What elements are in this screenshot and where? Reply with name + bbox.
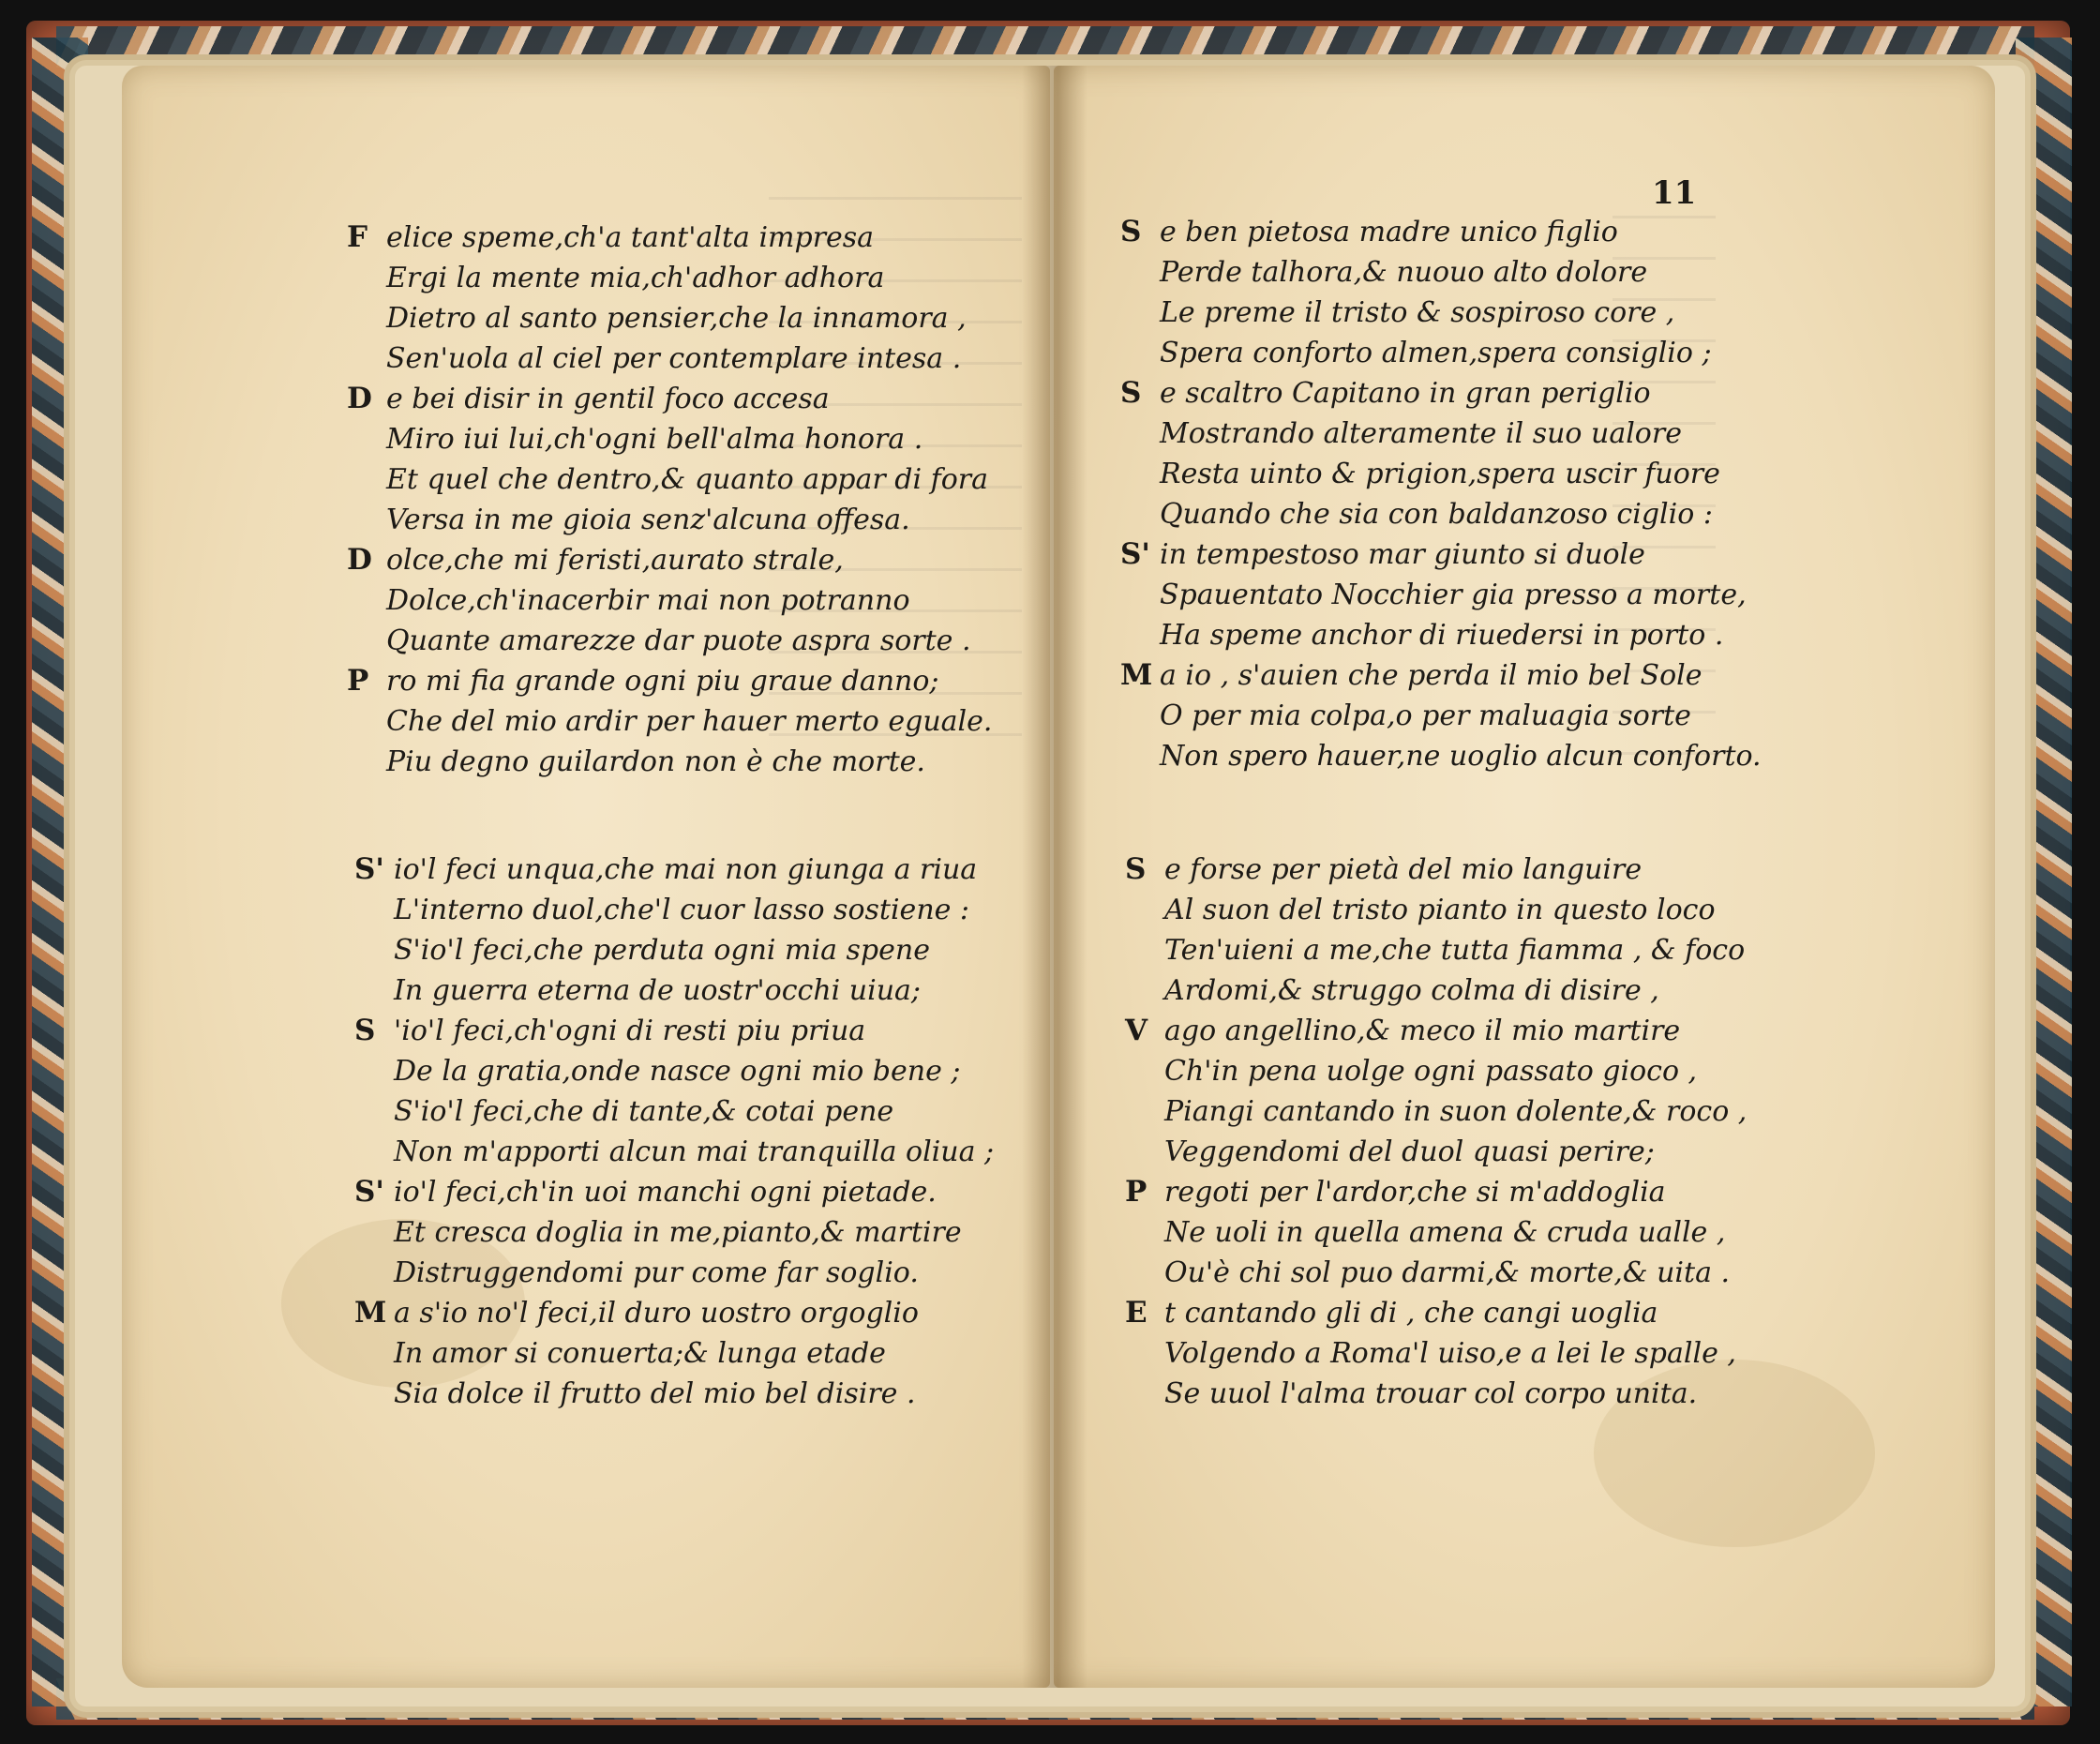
verse-line bbox=[354, 1011, 994, 1051]
verse-line bbox=[1125, 890, 1747, 930]
verse-text: elice speme,ch'a tant'alta impresa bbox=[386, 221, 875, 254]
verse-text: Le preme il tristo & sospiroso core , bbox=[1160, 296, 1675, 329]
verse-text: Che del mio ardir per hauer merto eguale. bbox=[386, 705, 993, 738]
verse-text: Distruggendomi pur come far soglio. bbox=[394, 1256, 919, 1289]
initial-letter: V bbox=[1125, 1014, 1148, 1047]
page-number: 11 bbox=[1652, 174, 1697, 212]
verse-text: Quando che sia con baldanzoso ciglio : bbox=[1160, 498, 1713, 531]
verse-line bbox=[1125, 1293, 1747, 1333]
initial-letter: S bbox=[1120, 376, 1142, 410]
verse-text: Ten'uieni a me,che tutta fiamma , & foco bbox=[1164, 934, 1746, 967]
initial-letter: F bbox=[347, 220, 368, 254]
verse-line bbox=[1125, 1212, 1747, 1253]
verse-line bbox=[354, 970, 994, 1011]
verse-text: Resta uinto & prigion,spera uscir fuore bbox=[1160, 458, 1720, 490]
book-gutter bbox=[1022, 66, 1088, 1688]
initial-letter: S bbox=[1120, 215, 1142, 248]
verse-line bbox=[354, 1293, 994, 1333]
verse-text: In amor si conuerta;& lunga etade bbox=[394, 1337, 886, 1370]
verse-text: De la gratia,onde nasce ogni mio bene ; bbox=[394, 1055, 961, 1088]
verse-text: Ha speme anchor di riuedersi in porto . bbox=[1160, 619, 1724, 652]
verse-line bbox=[354, 1253, 994, 1293]
verse-text: Se uuol l'alma trouar col corpo unita. bbox=[1164, 1377, 1698, 1410]
verse-text: Piu degno guilardon non è che morte. bbox=[386, 745, 925, 778]
initial-letter: D bbox=[347, 382, 372, 415]
verse-line bbox=[347, 621, 992, 661]
verse-text: Mostrando alteramente il suo ualore bbox=[1160, 417, 1682, 450]
verse-text: Dolce,ch'inacerbir mai non potranno bbox=[386, 584, 910, 617]
verse-text: Volgendo a Roma'l uiso,e a lei le spalle , bbox=[1164, 1337, 1736, 1370]
verse-line bbox=[354, 1132, 994, 1172]
verse-line bbox=[1120, 696, 1762, 736]
initial-letter: S' bbox=[354, 1175, 384, 1209]
verse-line bbox=[1125, 849, 1747, 890]
verse-text: e scaltro Capitano in gran periglio bbox=[1160, 377, 1651, 410]
verse-line bbox=[1120, 655, 1762, 696]
verse-line bbox=[1125, 1253, 1747, 1293]
verse-line bbox=[347, 419, 992, 459]
verse-line bbox=[1125, 1051, 1747, 1091]
initial-letter: P bbox=[347, 664, 369, 698]
verse-text: e bei disir in gentil foco accesa bbox=[386, 383, 830, 415]
initial-letter: S' bbox=[1120, 537, 1150, 571]
verse-line bbox=[354, 1172, 994, 1212]
verse-line bbox=[354, 930, 994, 970]
verse-line bbox=[1120, 454, 1762, 494]
verse-text: Dietro al santo pensier,che la innamora , bbox=[386, 302, 967, 335]
verse-text: Et quel che dentro,& quanto appar di fora bbox=[386, 463, 988, 496]
verse-line bbox=[1120, 252, 1762, 293]
right-sonnet-2 bbox=[1125, 849, 1747, 1414]
verse-text: Ou'è chi sol puo darmi,& morte,& uita . bbox=[1164, 1256, 1731, 1289]
left-sonnet-2 bbox=[354, 849, 994, 1414]
verse-text: Sen'uola al ciel per contemplare intesa . bbox=[386, 342, 962, 375]
initial-letter: S bbox=[1125, 852, 1147, 886]
initial-letter: M bbox=[354, 1296, 387, 1330]
verse-line bbox=[1120, 293, 1762, 333]
initial-letter: E bbox=[1125, 1296, 1148, 1330]
verse-text: io'l feci unqua,che mai non giunga a riua bbox=[394, 853, 978, 886]
verse-line bbox=[1120, 615, 1762, 655]
verse-text: ago angellino,& meco il mio martire bbox=[1164, 1015, 1681, 1047]
verse-line bbox=[347, 580, 992, 621]
verse-line bbox=[354, 1212, 994, 1253]
verse-line bbox=[347, 298, 992, 338]
verse-text: S'io'l feci,che perduta ogni mia spene bbox=[394, 934, 930, 967]
verse-line bbox=[354, 849, 994, 890]
verse-text: Perde talhora,& nuouo alto dolore bbox=[1160, 256, 1648, 289]
verse-text: Piangi cantando in suon dolente,& roco , bbox=[1164, 1095, 1748, 1128]
verse-text: Al suon del tristo pianto in questo loco bbox=[1164, 894, 1716, 926]
verse-line bbox=[1125, 1374, 1747, 1414]
verse-text: in tempestoso mar giunto si duole bbox=[1160, 538, 1645, 571]
verse-text: t cantando gli di , che cangi uoglia bbox=[1164, 1297, 1658, 1330]
verse-line bbox=[1125, 1091, 1747, 1132]
verse-line bbox=[347, 661, 992, 701]
verse-line bbox=[1125, 930, 1747, 970]
initial-letter: M bbox=[1120, 658, 1153, 692]
verse-line bbox=[347, 258, 992, 298]
verse-text: io'l feci,ch'in uoi manchi ogni pietade. bbox=[394, 1176, 937, 1209]
verse-line bbox=[1120, 373, 1762, 413]
verse-text: regoti per l'ardor,che si m'addoglia bbox=[1164, 1176, 1666, 1209]
verse-line bbox=[347, 379, 992, 419]
verse-text: Ne uoli in quella amena & cruda ualle , bbox=[1164, 1216, 1726, 1249]
verse-text: a io , s'auien che perda il mio bel Sole bbox=[1160, 659, 1702, 692]
verse-line bbox=[354, 890, 994, 930]
verse-text: Veggendomi del duol quasi perire; bbox=[1164, 1135, 1655, 1168]
verse-line bbox=[1120, 212, 1762, 252]
initial-letter: S bbox=[354, 1014, 376, 1047]
initial-letter: D bbox=[347, 543, 372, 577]
verse-text: Ch'in pena uolge ogni passato gioco , bbox=[1164, 1055, 1698, 1088]
verse-line bbox=[354, 1374, 994, 1414]
verse-text: a s'io no'l feci,il duro uostro orgoglio bbox=[394, 1297, 919, 1330]
verse-line bbox=[347, 459, 992, 500]
left-sonnet-1 bbox=[347, 218, 992, 782]
verse-line bbox=[354, 1091, 994, 1132]
verse-text: Sia dolce il frutto del mio bel disire . bbox=[394, 1377, 916, 1410]
verse-text: e ben pietosa madre unico figlio bbox=[1160, 216, 1618, 248]
verse-line bbox=[347, 218, 992, 258]
verse-text: Non m'apporti alcun mai tranquilla oliua ; bbox=[394, 1135, 995, 1168]
verse-line bbox=[347, 500, 992, 540]
verse-line bbox=[1120, 575, 1762, 615]
verse-text: S'io'l feci,che di tante,& cotai pene bbox=[394, 1095, 894, 1128]
verse-line bbox=[1125, 1011, 1747, 1051]
verse-text: Ergi la mente mia,ch'adhor adhora bbox=[386, 262, 885, 294]
initial-letter: P bbox=[1125, 1175, 1148, 1209]
verse-line bbox=[1120, 333, 1762, 373]
verse-text: Spauentato Nocchier gia presso a morte, bbox=[1160, 579, 1747, 611]
verse-text: O per mia colpa,o per maluagia sorte bbox=[1160, 699, 1691, 732]
verse-text: Miro iui lui,ch'ogni bell'alma honora . bbox=[386, 423, 923, 456]
verse-text: ro mi fia grande ogni piu graue danno; bbox=[386, 665, 939, 698]
verse-line bbox=[1120, 413, 1762, 454]
verse-text: e forse per pietà del mio languire bbox=[1164, 853, 1642, 886]
initial-letter: S' bbox=[354, 852, 384, 886]
verse-line bbox=[1125, 970, 1747, 1011]
verse-text: In guerra eterna de uostr'occhi uiua; bbox=[394, 974, 922, 1007]
verse-line bbox=[1120, 494, 1762, 534]
verse-text: Quante amarezze dar puote aspra sorte . bbox=[386, 624, 971, 657]
right-sonnet-1 bbox=[1120, 212, 1762, 776]
verse-text: Non spero hauer,ne uoglio alcun conforto. bbox=[1160, 740, 1762, 773]
verse-text: 'io'l feci,ch'ogni di resti piu priua bbox=[394, 1015, 866, 1047]
verse-line bbox=[1125, 1132, 1747, 1172]
verse-text: L'interno duol,che'l cuor lasso sostiene : bbox=[394, 894, 970, 926]
verse-line bbox=[354, 1333, 994, 1374]
marbled-endpaper-top bbox=[56, 26, 2034, 68]
verse-text: Ardomi,& struggo colma di disire , bbox=[1164, 974, 1659, 1007]
verse-line bbox=[347, 701, 992, 742]
verse-text: Spera conforto almen,spera consiglio ; bbox=[1160, 337, 1712, 369]
verse-line bbox=[347, 742, 992, 782]
verse-line bbox=[1120, 736, 1762, 776]
verse-text: olce,che mi feristi,aurato strale, bbox=[386, 544, 844, 577]
verse-line bbox=[1125, 1172, 1747, 1212]
verse-text: Et cresca doglia in me,pianto,& martire bbox=[394, 1216, 962, 1249]
verse-text: Versa in me gioia senz'alcuna offesa. bbox=[386, 504, 910, 536]
verse-line bbox=[354, 1051, 994, 1091]
verse-line bbox=[1125, 1333, 1747, 1374]
verse-line bbox=[347, 338, 992, 379]
verse-line bbox=[1120, 534, 1762, 575]
verse-line bbox=[347, 540, 992, 580]
